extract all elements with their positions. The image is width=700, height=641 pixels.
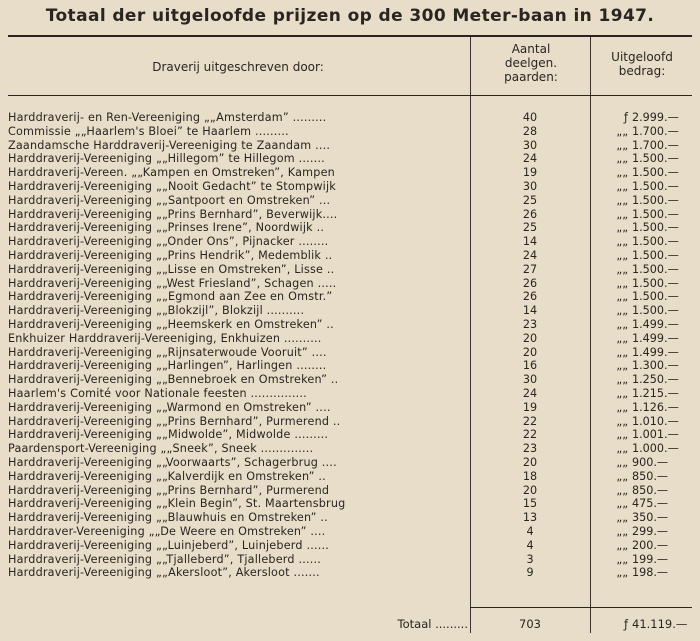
currency-mark: „„ [616,359,628,373]
horse-count: 28 [522,124,538,138]
currency-mark: „„ [616,179,628,193]
organizer-name: Harddraverij-Vereeniging „„Nooit Gedacht” te Stompwijk [8,179,336,193]
header-horse-count: Aantal deelgen. paarden: [504,42,558,84]
currency-mark: „„ [616,248,628,262]
organizer-name: Harddraverij-Vereeniging „„Rijnsaterwoude Vooruit” .... [8,345,327,359]
prize-amount: 1.000.— [632,442,679,456]
organizer-name: Harddraverij- en Ren-Vereeniging „„Amsterdam” ......... [8,111,327,124]
organizer-name: Harddraverij-Vereeniging „„Akersloot”, Akersloot ....... [8,566,320,580]
horse-count: 16 [522,359,538,373]
horse-count: 30 [522,373,538,387]
currency-mark: „„ [616,455,628,469]
currency-mark: „„ [616,373,628,387]
horse-count: 23 [522,442,538,456]
prize-amount: 1.215.— [632,386,679,400]
prize-amount: 1.499.— [632,331,679,345]
organizer-name: Harddraverij-Vereeniging „„Bennebroek en Omstreken” .. [8,373,339,387]
horse-count: 14 [522,304,538,318]
currency-mark: „„ [616,497,628,511]
horse-count: 14 [522,235,538,249]
currency-mark: „„ [616,414,628,428]
horse-count: 40 [522,111,538,124]
currency-mark: „„ [616,221,628,235]
currency-mark: „„ [616,138,628,152]
table-row [0,318,700,332]
prize-amount: 198.— [632,566,669,580]
horse-count: 26 [522,207,538,221]
organizer-name: Harddraverij-Vereeniging „„Kalverdijk en Omstreken” .. [8,469,326,483]
prize-amount: 1.500.— [632,166,679,180]
organizer-name: Harddraverij-Vereeniging „„Santpoort en Omstreken” ... [8,193,331,207]
table-row [0,235,700,249]
currency-mark: „„ [616,290,628,304]
currency-mark: „„ [616,262,628,276]
organizer-name: Harddraverij-Vereeniging „„West Friesland”, Schagen ..... [8,276,337,290]
horse-count: 18 [522,469,538,483]
organizer-name: Harddraverij-Vereeniging „„Prins Bernhard”, Purmerend [8,483,330,497]
horse-count: 26 [522,290,538,304]
currency-mark: „„ [616,483,628,497]
horse-count: 4 [526,524,534,538]
currency-mark: „„ [616,469,628,483]
organizer-name: Harddraver-Vereeniging „„De Weere en Omstreken” .... [8,524,326,538]
organizer-name: Harddraverij-Vereeniging „„Egmond aan Zee en Omstr.” [8,290,333,304]
table-row [0,525,700,539]
organizer-name: Harddraverij-Vereeniging „„Voorwaarts”, Schagerbrug .... [8,455,337,469]
header-organizer: Draverij uitgeschreven door: [152,60,324,74]
prize-amount: 1.500.— [632,179,679,193]
organizer-name: Harddraverij-Vereeniging „„Prins Hendrik”, Medemblik .. [8,248,333,262]
horse-count: 24 [522,152,538,166]
table-row [0,415,700,429]
prize-amount: 1.010.— [632,414,679,428]
table-row [0,511,700,525]
organizer-name: Harddraverij-Vereeniging „„Lisse en Omstreken”, Lisse .. [8,262,335,276]
organizer-name: Commissie „„Haarlem's Bloei” te Haarlem ......... [8,124,289,138]
horse-count: 15 [522,497,538,511]
currency-mark: „„ [616,152,628,166]
currency-mark: „„ [616,386,628,400]
prize-amount: 1.500.— [632,235,679,249]
table-row [0,263,700,277]
organizer-name: Harddraverij-Vereeniging „„Prinses Irene”, Noordwijk .. [8,221,325,235]
table-row [0,194,700,208]
table-row [0,304,700,318]
table-row [0,566,700,580]
horse-count: 9 [526,566,534,580]
prize-amount: 1.500.— [632,290,679,304]
horse-count: 13 [522,511,538,525]
currency-mark: ƒ [624,111,628,124]
prize-amount: 200.— [632,538,669,552]
table-row [0,359,700,373]
total-rule [470,607,692,608]
table-row [0,456,700,470]
organizer-name: Harddraverij-Vereeniging „„Klein Begin”, St. Maartensbrug [8,497,346,511]
prize-amount: 1.500.— [632,207,679,221]
organizer-name: Harddraverij-Vereeniging „„Hillegom” te Hillegom ....... [8,152,325,166]
table-row [0,401,700,415]
prize-amount: 2.999.— [632,111,679,124]
prize-amount: 1.700.— [632,124,679,138]
horse-count: 20 [522,345,538,359]
currency-mark: „„ [616,193,628,207]
header-rule [8,95,692,96]
table-row [0,249,700,263]
table-row [0,111,700,125]
organizer-name: Enkhuizer Harddraverij-Vereeniging, Enkhuizen .......... [8,331,322,345]
horse-count: 25 [522,193,538,207]
currency-mark: „„ [616,428,628,442]
horse-count: 3 [526,552,534,566]
total-label: Totaal ......... [397,617,468,631]
table-row [0,373,700,387]
horse-count: 22 [522,414,538,428]
table-row [0,428,700,442]
currency-mark: „„ [616,524,628,538]
horse-count: 19 [522,166,538,180]
table-row [0,208,700,222]
prize-amount: 1.250.— [632,373,679,387]
table-title: Totaal der uitgeloofde prijzen op de 300 Meter-baan in 1947. [45,6,655,26]
horse-count: 23 [522,317,538,331]
organizer-name: Harddraverij-Vereeniging „„Heemskerk en Omstreken” .. [8,317,334,331]
prize-amount: 850.— [632,483,669,497]
table-row [0,539,700,553]
prize-amount: 1.300.— [632,359,679,373]
horse-count: 20 [522,331,538,345]
organizer-name: Zaandamsche Harddraverij-Vereeniging te Zaandam .... [8,138,331,152]
table-row [0,166,700,180]
currency-mark: „„ [616,331,628,345]
prize-amount: 475.— [632,497,669,511]
horse-count: 22 [522,428,538,442]
horse-count: 20 [522,483,538,497]
organizer-name: Harddraverij-Vereeniging „„Tjalleberd”, Tjalleberd ...... [8,552,321,566]
total-row [0,616,700,632]
currency-mark: „„ [616,317,628,331]
prize-amount: 1.499.— [632,317,679,331]
horse-count: 25 [522,221,538,235]
prize-amount: 850.— [632,469,669,483]
table-row [0,484,700,498]
table-row [0,346,700,360]
currency-mark: „„ [616,345,628,359]
table-row [0,290,700,304]
total-amount: 41.119.— [632,617,688,631]
currency-mark: „„ [616,400,628,414]
prize-amount: 1.126.— [632,400,679,414]
currency-mark: „„ [616,166,628,180]
prize-amount: 900.— [632,455,669,469]
table-row [0,387,700,401]
currency-mark: „„ [616,538,628,552]
prize-amount: 1.500.— [632,221,679,235]
currency-mark: „„ [616,442,628,456]
table-row [0,470,700,484]
prize-amount: 1.500.— [632,193,679,207]
organizer-name: Harddraverij-Vereeniging „„Harlingen”, Harlingen ........ [8,359,327,373]
prize-amount: 1.700.— [632,138,679,152]
organizer-name: Harddraverij-Vereeniging „„Blokzijl”, Blokzijl .......... [8,304,305,318]
organizer-name: Harddraverij-Vereeniging „„Warmond en Omstreken” .... [8,400,331,414]
total-count: 703 [519,617,541,631]
organizer-name: Paardensport-Vereeniging „„Sneek”, Sneek .............. [8,442,314,456]
horse-count: 30 [522,179,538,193]
horse-count: 24 [522,386,538,400]
prize-amount: 299.— [632,524,669,538]
currency-mark: „„ [616,276,628,290]
organizer-name: Harddraverij-Vereeniging „„Onder Ons”, Pijnacker ........ [8,235,329,249]
currency-mark: „„ [616,552,628,566]
horse-count: 26 [522,276,538,290]
table-row [0,125,700,139]
organizer-name: Harddraverij-Vereeniging „„Blauwhuis en Omstreken” .. [8,511,328,525]
table-row [0,221,700,235]
header-amount: Uitgeloofd bedrag: [611,50,673,78]
prize-amount: 1.500.— [632,248,679,262]
total-currency-mark: ƒ [623,617,628,631]
prize-amount: 350.— [632,511,669,525]
table-row [0,442,700,456]
currency-mark: „„ [616,124,628,138]
horse-count: 4 [526,538,534,552]
table-row [0,152,700,166]
currency-mark: „„ [616,207,628,221]
table-row [0,180,700,194]
horse-count: 19 [522,400,538,414]
prize-amount: 1.500.— [632,304,679,318]
horse-count: 20 [522,455,538,469]
prize-amount: 1.499.— [632,345,679,359]
table-row [0,553,700,567]
table-row [0,497,700,511]
prize-amount: 199.— [632,552,669,566]
organizer-name: Harddraverij-Vereen. „„Kampen en Omstreken”, Kampen [8,166,335,180]
horse-count: 27 [522,262,538,276]
organizer-name: Harddraverij-Vereeniging „„Midwolde”, Midwolde ......... [8,428,329,442]
table-row [0,139,700,153]
horse-count: 24 [522,248,538,262]
organizer-name: Harddraverij-Vereeniging „„Prins Bernhard”, Beverwijk.... [8,207,338,221]
currency-mark: „„ [616,511,628,525]
horse-count: 30 [522,138,538,152]
organizer-name: Haarlem's Comité voor Nationale feesten ............... [8,386,307,400]
prize-amount: 1.500.— [632,152,679,166]
currency-mark: „„ [616,566,628,580]
prize-amount: 1.500.— [632,276,679,290]
currency-mark: „„ [616,235,628,249]
prize-amount: 1.500.— [632,262,679,276]
prize-table-body [0,111,700,580]
organizer-name: Harddraverij-Vereeniging „„Luinjeberd”, Luinjeberd ...... [8,538,329,552]
table-row [0,332,700,346]
currency-mark: „„ [616,304,628,318]
organizer-name: Harddraverij-Vereeniging „„Prins Bernhard”, Purmerend .. [8,414,341,428]
table-row [0,277,700,291]
prize-amount: 1.001.— [632,428,679,442]
